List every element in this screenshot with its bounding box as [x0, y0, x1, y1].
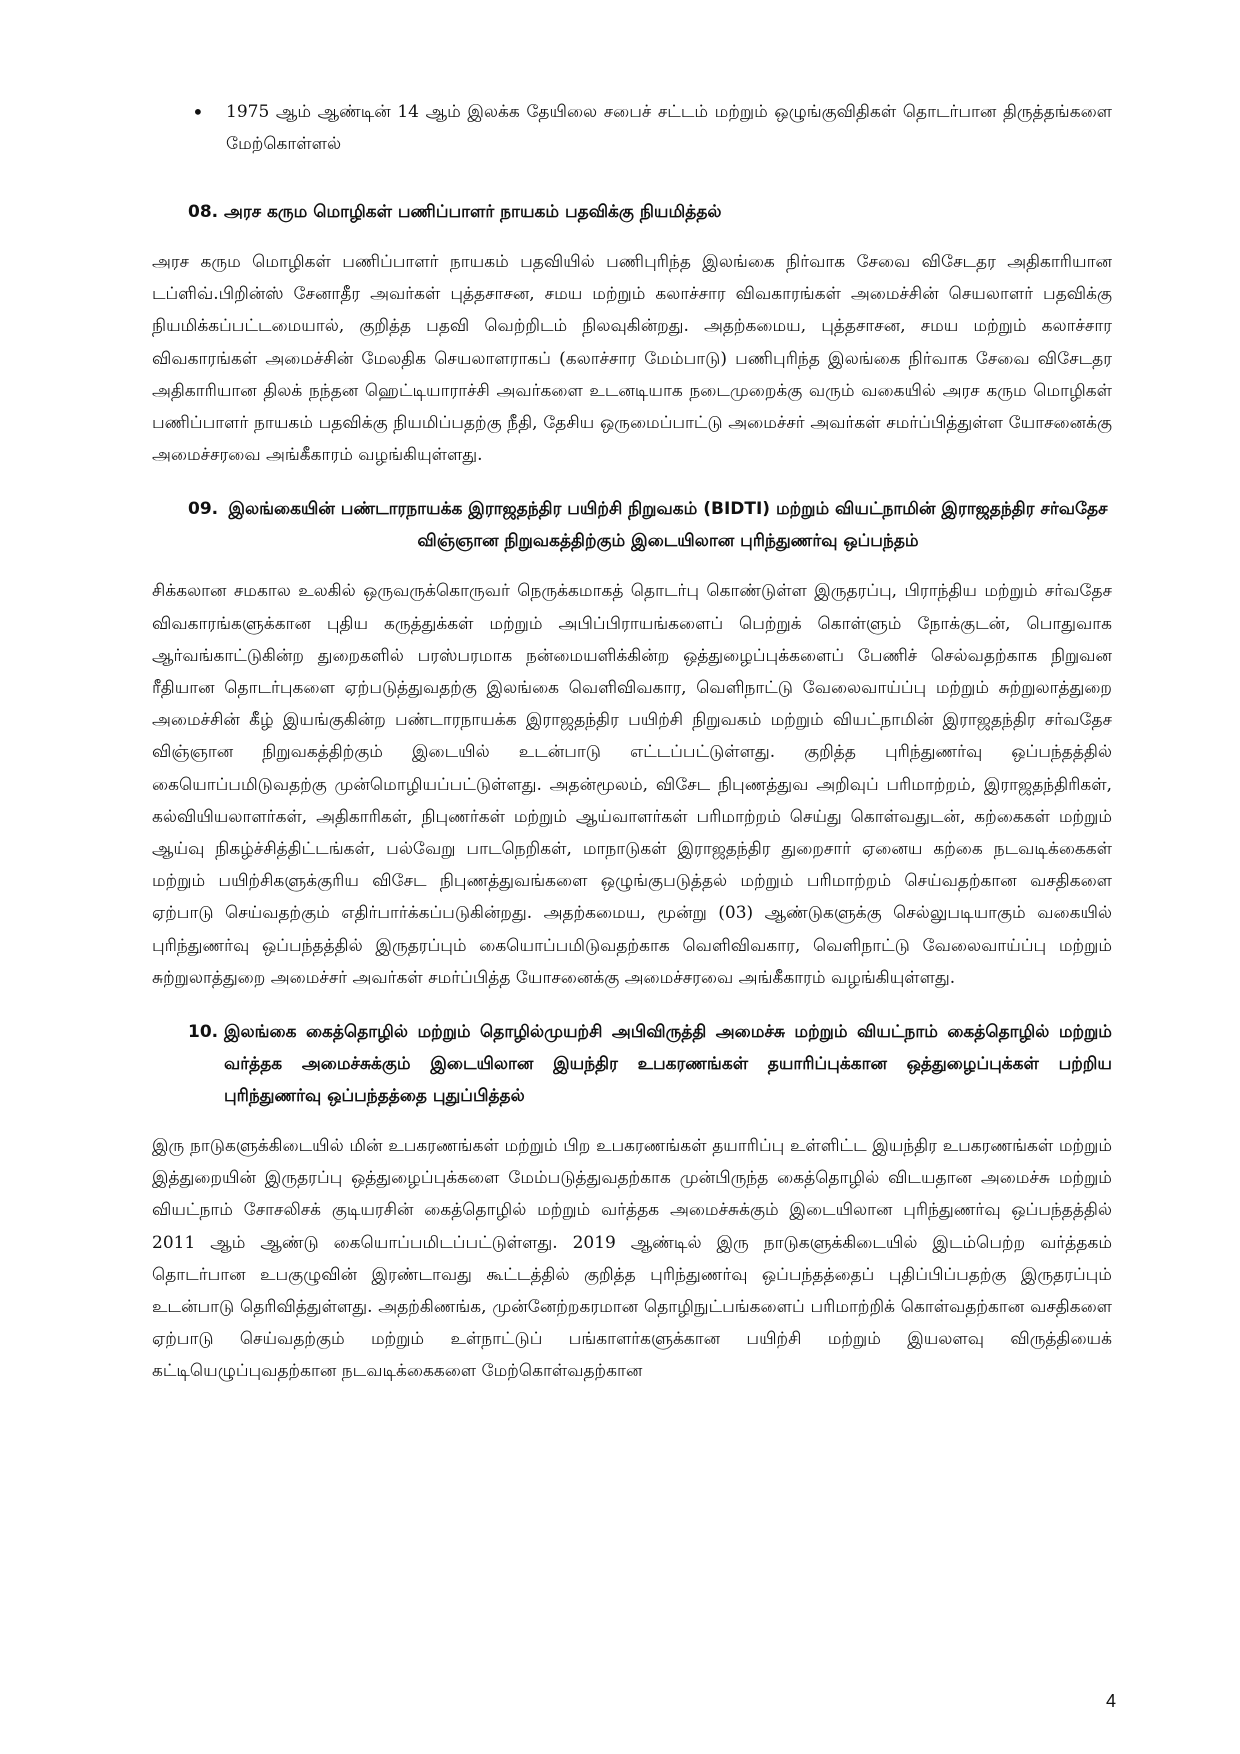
section-title: இலங்கையின் பண்டாரநாயக்க இராஜதந்திர பயிற்சி நிறுவகம் (BIDTI) மற்றும் வியட்நாமின் இராஜதந்திர சர்வதேச விஞ்ஞான நிறுவகத்திற்கும் இடையிலான புரிந்துணர்வு ஒப்பந்தம்	[228, 499, 1108, 552]
bullet-icon: •	[192, 100, 204, 124]
section-body-10: இரு நாடுகளுக்கிடையில் மின் உபகரணங்கள் மற்றும் பிற உபகரணங்கள் தயாரிப்பு உள்ளிட்ட இயந்திர உபகரணங்கள் மற்றும் இத்துறையின் இருதரப்பு ஒத்துழைப்புக்களை மேம்படுத்துவதற்காக முன்பிருந்த கைத்தொழில் விடயதான அமைச்சு மற்றும் வியட்நாம் சோசலிசக் குடியரசின் கைத்தொழில் மற்றும் வர்த்தக அமைச்சுக்கும் இடையிலான புரிந்துணர்வு ஒப்பந்தத்தில் 2011 ஆம் ஆண்டு கையொப்பமிடப்பட்டுள்ளது. 2019 ஆண்டில் இரு நாடுகளுக்கிடையில் இடம்பெற்ற வர்த்தகம் தொடர்பான உபகுழுவின் இரண்டாவது கூட்டத்தில் குறித்த புரிந்துணர்வு ஒப்பந்தத்தைப் புதிப்பிப்பதற்கு இருதரப்பும் உடன்பாடு தெரிவித்துள்ளது. அதற்கிணங்க, முன்னேற்றகரமான தொழிநுட்பங்களைப் பரிமாற்றிக் கொள்வதற்கான வசதிகளை ஏற்பாடு செய்வதற்கும் மற்றும் உள்நாட்டுப் பங்காளர்களுக்கான பயிற்சி மற்றும் இயலளவு விருத்தியைக் கட்டியெழுப்புவதற்கான நடவடிக்கைகளை மேற்கொள்வதற்கான	[152, 1136, 1112, 1382]
bullet-item	[192, 96, 1112, 160]
section-number: 08.	[188, 202, 219, 222]
section-heading-09	[188, 493, 1112, 557]
section-heading-10	[188, 1016, 1112, 1112]
section-number: 09.	[188, 499, 219, 520]
document-page	[152, 96, 1112, 1410]
section-number: 10.	[188, 1022, 219, 1043]
section-body-09: சிக்கலான சமகால உலகில் ஒருவருக்கொருவர் நெருக்கமாகத் தொடர்பு கொண்டுள்ள இருதரப்பு, பிராந்திய மற்றும் சர்வதேச விவகாரங்களுக்கான புதிய கருத்துக்கள் மற்றும் அபிப்பிராயங்களைப் பெற்றுக் கொள்ளும் நோக்குடன், பொதுவாக ஆர்வங்காட்டுகின்ற துறைகளில் பரஸ்பரமாக நன்மையளிக்கின்ற ஒத்துழைப்புக்களைப் பேணிச் செல்வதற்காக நிறுவன ரீதியான தொடர்புகளை ஏற்படுத்துவதற்கு இலங்கை வெளிவிவகார, வெளிநாட்டு வேலைவாய்ப்பு மற்றும் சுற்றுலாத்துறை அமைச்சின் கீழ் இயங்குகின்ற பண்டாரநாயக்க இராஜதந்திர பயிற்சி நிறுவகம் மற்றும் வியட்நாமின் இராஜதந்திர சர்வதேச விஞ்ஞான நிறுவகத்திற்கும் இடையில் உடன்பாடு எட்டப்பட்டுள்ளது. குறித்த புரிந்துணர்வு ஒப்பந்தத்தில் கையொப்பமிடுவதற்கு முன்மொழியப்பட்டுள்ளது. அதன்மூலம், விசேட நிபுணத்துவ அறிவுப் பரிமாற்றம், இராஜதந்திரிகள், கல்வியியலாளர்கள், அதிகாரிகள், நிபுணர்கள் மற்றும் ஆய்வாளர்கள் பரிமாற்றம் செய்து கொள்வதுடன், கற்கைகள் மற்றும் ஆய்வு நிகழ்ச்சித்திட்டங்கள், பல்வேறு பாடநெறிகள், மாநாடுகள் இராஜதந்திர துறைசார் ஏனைய கற்கை நடவடிக்கைகள் மற்றும் பயிற்சிகளுக்குரிய விசேட நிபுணத்துவங்களை ஒழுங்குபடுத்தல் மற்றும் பரிமாற்றம் செய்வதற்கான வசதிகளை ஏற்பாடு செய்வதற்கும் எதிர்பார்க்கப்படுகின்றது. அதற்கமைய, மூன்று (03) ஆண்டுகளுக்கு செல்லுபடியாகும் வகையில் புரிந்துணர்வு ஒப்பந்தத்தில் இருதரப்பும் கையொப்பமிடுவதற்காக வெளிவிவகார, வெளிநாட்டு வேலைவாய்ப்பு மற்றும் சுற்றுலாத்துறை அமைச்சர் அவர்கள் சமர்ப்பித்த யோசனைக்கு அமைச்சரவை அங்கீகாரம் வழங்கியுள்ளது.	[152, 581, 1112, 988]
section-title: அரச கரும மொழிகள் பணிப்பாளர் நாயகம் பதவிக்கு நியமித்தல்	[224, 202, 722, 222]
section-title: இலங்கை கைத்தொழில் மற்றும் தொழில்முயற்சி அபிவிருத்தி அமைச்சு மற்றும் வியட்நாம் கைத்தொழில் மற்றும் வர்த்தக அமைச்சுக்கும் இடையிலான இயந்திர உபகரணங்கள் தயாரிப்புக்கான ஒத்துழைப்புக்கள் பற்றிய புரிந்துணர்வு ஒப்பந்தத்தை புதுப்பித்தல்	[224, 1022, 1112, 1107]
page-number: 4	[1105, 1691, 1116, 1711]
section-heading-08	[188, 196, 1112, 228]
bullet-text: 1975 ஆம் ஆண்டின் 14 ஆம் இலக்க தேயிலை சபைச் சட்டம் மற்றும் ஒழுங்குவிதிகள் தொடர்பான திருத்தங்களை மேற்கொள்ளல்	[226, 102, 1112, 154]
section-body-08: அரச கரும மொழிகள் பணிப்பாளர் நாயகம் பதவியில் பணிபுரிந்த இலங்கை நிர்வாக சேவை விசேடதர அதிகாரியான டப்ளிவ்.பிறின்ஸ் சேனாதீர அவர்கள் புத்தசாசன, சமய மற்றும் கலாச்சார விவகாரங்கள் அமைச்சின் செயலாளர் பதவிக்கு நியமிக்கப்பட்டமையால், குறித்த பதவி வெற்றிடம் நிலவுகின்றது. அதற்கமைய, புத்தசாசன, சமய மற்றும் கலாச்சார விவகாரங்கள் அமைச்சின் மேலதிக செயலாளராகப் (கலாச்சார மேம்பாடு) பணிபுரிந்த இலங்கை நிர்வாக சேவை விசேடதர அதிகாரியான திலக் நந்தன ஹெட்டியாராச்சி அவர்களை உடனடியாக நடைமுறைக்கு வரும் வகையில் அரச கரும மொழிகள் பணிப்பாளர் நாயகம் பதவிக்கு நியமிப்பதற்கு நீதி, தேசிய ஒருமைப்பாட்டு அமைச்சர் அவர்கள் சமர்ப்பித்துள்ள யோசனைக்கு அமைச்சரவை அங்கீகாரம் வழங்கியுள்ளது.	[152, 252, 1112, 466]
